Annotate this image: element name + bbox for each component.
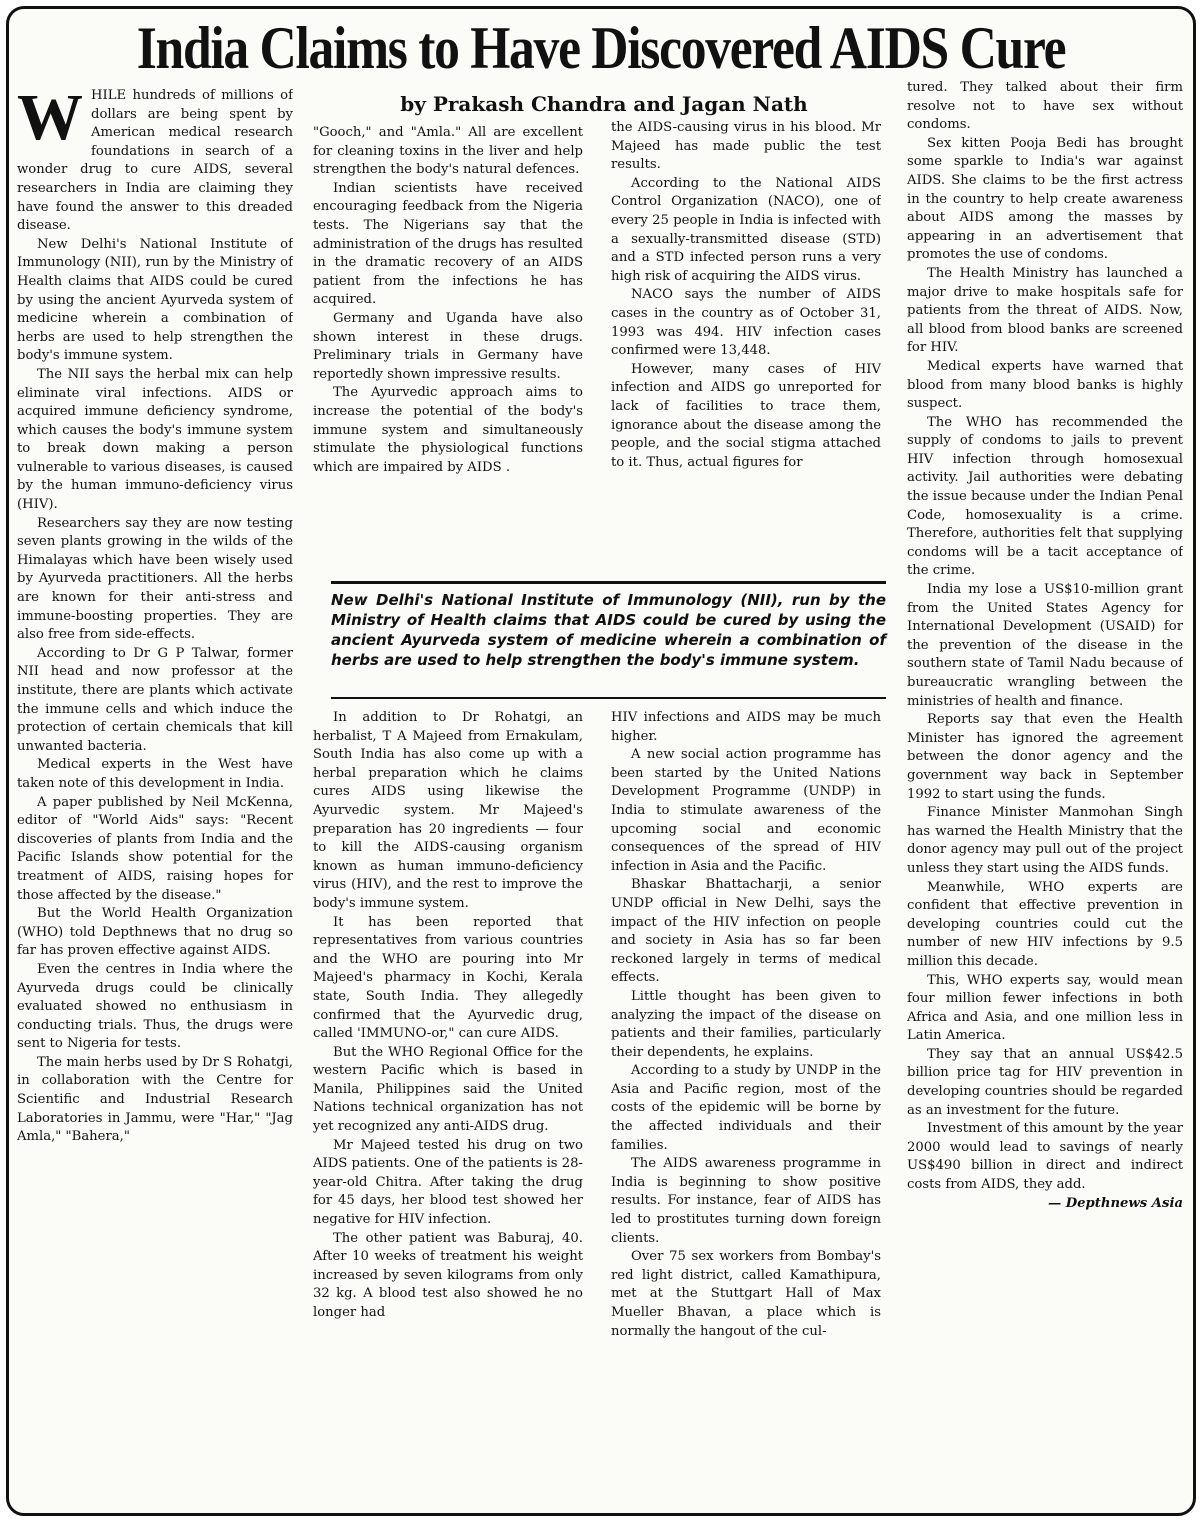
paragraph: Mr Majeed tested his drug on two AIDS patients. One of the patients is 28-year-old Chitra. After taking the drug for 45 days, her blood test showed her negative for HIV infection. [313,1137,583,1228]
paragraph: Even the centres in India where the Ayurveda drugs could be clinically evaluated showed no enthusiasm in conducting trials. Thus, the drugs were sent to Nigeria for tests. [17,961,293,1052]
paragraph: But the WHO Regional Office for the western Pacific which is based in Manila, Philippines said the United Nations technical organization has not yet recognized any anti-AIDS drug. [313,1044,583,1135]
paragraph: Reports say that even the Health Minister has ignored the agreement between the donor agency and the government way back in September 1992 to start using the funds. [907,712,1183,802]
paragraph: Germany and Uganda have also shown interest in these drugs. Preliminary trials in Germany have reportedly shown impressive results. [313,310,583,382]
paragraph: A new social action programme has been started by the United Nations Development Programme (UNDP) in India to stimulate awareness of the upcoming social and economic consequences of the spread of HIV infection in Asia and the Pacific. [611,747,881,874]
paragraph: Investment of this amount by the year 2000 would lead to savings of nearly US$490 billion in direct and indirect costs from AIDS, they add. [907,1121,1183,1193]
paragraph: the AIDS-causing virus in his blood. Mr Majeed has made public the test results. [611,120,881,173]
paragraph: This, WHO experts say, would mean four million fewer infections in both Africa and Asia, and one million less in Latin America. [907,972,1183,1044]
headline: India Claims to Have Discovered AIDS Cure [136,15,1066,81]
newspaper-clipping [6,6,1196,1516]
paragraph: Little thought has been given to analyzing the impact of the disease on patients and their families, particularly their dependents, he explains. [611,988,881,1060]
paragraph: They say that an annual US$42.5 billion price tag for HIV prevention in developing countries should be regarded as an investment for the future. [907,1046,1183,1118]
paragraph: "Gooch," and "Amla." All are excellent for cleaning toxins in the liver and help strengthen the body's natural defences. [313,125,583,178]
paragraph: Indian scientists have received encouraging feedback from the Nigeria tests. The Nigerians say that the administration of the drugs has resulted in the dramatic recovery of an AIDS patient from the infections he has acquired. [313,180,583,308]
paragraph: According to a study by UNDP in the Asia and Pacific region, most of the costs of the epidemic will be borne by the affected individuals and their families. [611,1063,881,1153]
article-column-1 [17,87,293,1497]
byline: by Prakash Chandra and Jagan Nath [400,92,808,116]
paragraph: Finance Minister Manmohan Singh has warned the Health Ministry that the donor agency may pull out of the project unless they start using the AIDS funds. [907,805,1183,876]
paragraph: Sex kitten Pooja Bedi has brought some sparkle to India's war against AIDS. She claims to be the first actress in the country to help create awareness about AIDS among the masses by appearing in an advertisement that promotes the use of condoms. [907,135,1183,263]
paragraph: The Health Ministry has launched a major drive to make hospitals safe for patients from the threat of AIDS. Now, all blood from blood banks are screened for HIV. [907,265,1183,356]
paragraph: According to Dr G P Talwar, former NII head and now professor at the institute, there are plants which activate the immune cells and which induce the protection of certain chemicals that kill unwanted bacteria. [17,645,293,754]
pull-quote-divider [331,697,886,699]
paragraph: But the World Health Organization (WHO) told Depthnews that no drug so far has proven effective against AIDS. [17,906,293,959]
paragraph: In addition to Dr Rohatgi, an herbalist, T A Majeed from Ernakulam, South India has also come up with a herbal preparation which he claims cures AIDS using likewise the Ayurvedic system. Mr Majeed's preparation has 20 ingredients — four to kill the AIDS-causing organism known as human immuno-deficiency virus (HIV), and the rest to improve the body's immune system. [313,710,583,911]
source-credit: — Depthnews Asia [1047,1195,1183,1211]
article-column-3-bottom [611,709,881,1499]
paragraph: Meanwhile, WHO experts are confident that effective prevention in developing countries could cut the number of new HIV infections by 9.5 million this decade. [907,879,1183,969]
paragraph: It has been reported that representatives from various countries and the WHO are pouring into Mr Majeed's pharmacy in Kochi, Kerala state, South India. They allegedly confirmed that the Ayurvedic drug, called 'IMMUNO-or," can cure AIDS. [313,914,583,1042]
paragraph: Over 75 sex workers from Bombay's red light district, called Kamathipura, met at the Stuttgart Hall of Max Mueller Bhavan, a place which is normally the hangout of the cul- [611,1249,881,1339]
paragraph: The WHO has recommended the supply of condoms to jails to prevent HIV infection through homosexual activity. Jail authorities were debating the issue because under the Indian Penal Code, homosexuality is a crime. Therefore, authorities felt that supplying condoms will be a tacit acceptance of the crime. [907,414,1183,579]
paragraph: The Ayurvedic approach aims to increase the potential of the body's immune system and simultaneously stimulate the physiological functions which are impaired by AIDS . [313,385,583,475]
article-column-2-bottom [313,709,583,1499]
pull-quote: New Delhi's National Institute of Immunology (NII), run by the Ministry of Health claims that AIDS could be cured by using the ancient Ayurveda system of medicine wherein a combination of herbs are used to help strengthen the body's immune system. [331,581,886,670]
paragraph: A paper published by Neil McKenna, editor of "World Aids" says: "Recent discoveries of plants from India and the Pacific Islands show potential for the treatment of AIDS, raising hopes for those affected by the disease." [17,794,293,903]
paragraph: The AIDS awareness programme in India is beginning to show positive results. For instance, fear of AIDS has led to prostitutes turning down foreign clients. [611,1156,881,1246]
paragraph: The main herbs used by Dr S Rohatgi, in collaboration with the Centre for Scientific and Industrial Research Laboratories in Jammu, were "Har," "Jag Amla," "Bahera," [17,1054,293,1145]
paragraph: New Delhi's National Institute of Immunology (NII), run by the Ministry of Health claims that AIDS could be cured by using the ancient Ayurveda system of medicine wherein a combination of herbs are used to help strengthen the body's immune system. [17,236,293,364]
paragraph: However, many cases of HIV infection and AIDS go unreported for lack of facilities to trace them, ignorance about the disease among the people, and the social stigma attached to it. Thus, actual figures for [611,361,881,470]
paragraph: According to the National AIDS Control Organization (NACO), one of every 25 people in India is infected with a sexually-transmitted disease (STD) and a STD infected person runs a very high risk of acquiring the AIDS virus. [611,175,881,284]
paragraph: HIV infections and AIDS may be much higher. [611,710,881,744]
article-column-2-top [313,124,583,564]
paragraph: Bhaskar Bhattacharji, a senior UNDP official in New Delhi, says the impact of the HIV infection on people and society in Asia has so far been reckoned largely in terms of medical effects. [611,877,881,986]
paragraph: NACO says the number of AIDS cases in the country as of October 31, 1993 was 494. HIV infection cases confirmed were 13,448. [611,287,881,359]
article-column-4 [907,79,1183,1499]
paragraph: The other patient was Baburaj, 40. After 10 weeks of treatment his weight increased by seven kilograms from only 32 kg. A blood test also showed he no longer had [313,1230,583,1320]
paragraph: Medical experts have warned that blood from many blood banks is highly suspect. [907,358,1183,412]
drop-cap: W [17,87,83,154]
paragraph: tured. They talked about their firm resolve not to have sex without condoms. [907,80,1183,133]
paragraph: India my lose a US$10-million grant from the United States Agency for International Development (USAID) for the prevention of the disease in the southern state of Tamil Nadu because of bureaucratic wrangling between the ministries of health and finance. [907,582,1183,709]
article-column-3-top [611,119,881,564]
paragraph [17,87,293,236]
paragraph: The NII says the herbal mix can help eliminate viral infections. AIDS or acquired immune deficiency syndrome, which causes the body's immune system to break down making a person vulnerable to various diseases, is caused by the human immuno-deficiency virus (HIV). [17,366,293,513]
paragraph-text: HILE hundreds of millions of dollars are being spent by American medical research foundations in search of a wonder drug to cure AIDS, several researchers in India are claiming they have found the answer to this dreaded disease. [17,88,293,234]
paragraph: Researchers say they are now testing seven plants growing in the wilds of the Himalayas which have been wisely used by Ayurveda practitioners. All the herbs are known for their anti-stress and immune-boosting properties. They are also free from side-effects. [17,515,293,643]
paragraph: Medical experts in the West have taken note of this development in India. [17,757,293,791]
